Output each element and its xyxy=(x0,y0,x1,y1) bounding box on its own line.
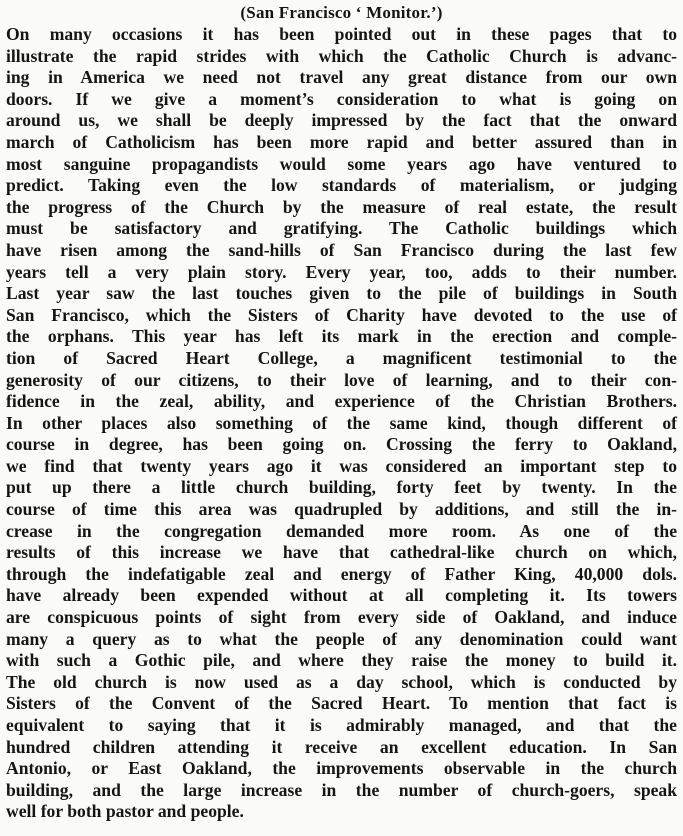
text-line: Sisters of the Convent of the Sacred Heart. To mention that fact is xyxy=(6,693,677,714)
text-line: results of this increase we have that cathedral-like church on which, xyxy=(6,542,677,563)
source-heading: (San Francisco ‘ Monitor.’) xyxy=(240,3,443,22)
text-line: predict. Taking even the low standards of materialism, or judging xyxy=(6,175,677,196)
text-line: building, and the large increase in the number of church-goers, speak xyxy=(6,779,677,800)
text-line: The old church is now used as a day school, which is conducted by xyxy=(6,671,677,692)
text-line: the progress of the Church by the measure of real estate, the result xyxy=(6,196,677,217)
text-line: have risen among the sand-hills of San Francisco during the last few xyxy=(6,239,677,260)
text-line: San Francisco, which the Sisters of Charity have devoted to the use of xyxy=(6,304,677,325)
text-line: Antonio, or East Oakland, the improvements observable in the church xyxy=(6,758,677,779)
text-line: are conspicuous points of sight from every side of Oakland, and induce xyxy=(6,607,677,628)
text-line: tion of Sacred Heart College, a magnificent testimonial to the xyxy=(6,347,677,368)
text-line: equivalent to saying that it is admirably managed, and that the xyxy=(6,715,677,735)
text-line: the orphans. This year has left its mark in the erection and comple- xyxy=(6,326,677,347)
text-line: years tell a very plain story. Every year, too, adds to their number. xyxy=(6,261,677,282)
article-body xyxy=(6,24,677,823)
text-line: fidence in the zeal, ability, and experience of the Christian Brothers. xyxy=(6,391,677,412)
text-line: illustrate the rapid strides with which the Catholic Church is advanc- xyxy=(6,45,677,66)
text-line: well for both pastor and people. xyxy=(6,801,244,822)
text-line: must be satisfactory and gratifying. The Catholic buildings which xyxy=(6,218,677,239)
text-line: course in degree, has been going on. Crossing the ferry to Oakland, xyxy=(6,434,677,455)
text-line: In other places also something of the same kind, though different of xyxy=(6,412,677,433)
text-line: generosity of our citizens, to their love of learning, and to their con- xyxy=(6,369,677,390)
text-line: around us, we shall be deeply impressed by the fact that the onward xyxy=(6,110,677,131)
text-line: many a query as to what the people of any denomination could want xyxy=(6,628,677,649)
text-line: hundred children attending it receive an excellent education. In San xyxy=(6,736,677,757)
text-line: ing in America we need not travel any great distance from our own xyxy=(6,67,677,88)
text-line: course of time this area was quadrupled by additions, and still the in- xyxy=(6,499,677,520)
text-line: have already been expended without at all completing it. Its towers xyxy=(6,585,677,606)
text-line: we find that twenty years ago it was considered an important step to xyxy=(6,455,677,476)
text-line: through the indefatigable zeal and energy of Father King, 40,000 dols. xyxy=(6,563,677,584)
text-line: most sanguine propagandists would some years ago have ventured to xyxy=(6,153,677,174)
text-line: Last year saw the last touches given to the pile of buildings in South xyxy=(6,283,677,304)
text-line: doors. If we give a moment’s consideration to what is going on xyxy=(6,88,677,109)
text-line: On many occasions it has been pointed out in these pages that to xyxy=(6,24,677,44)
text-line: crease in the congregation demanded more room. As one of the xyxy=(6,520,677,541)
text-line: put up there a little church building, forty feet by twenty. In the xyxy=(6,477,677,498)
text-line: march of Catholicism has been more rapid and better assured than in xyxy=(6,131,677,152)
text-line: with such a Gothic pile, and where they raise the money to build it. xyxy=(6,650,677,671)
